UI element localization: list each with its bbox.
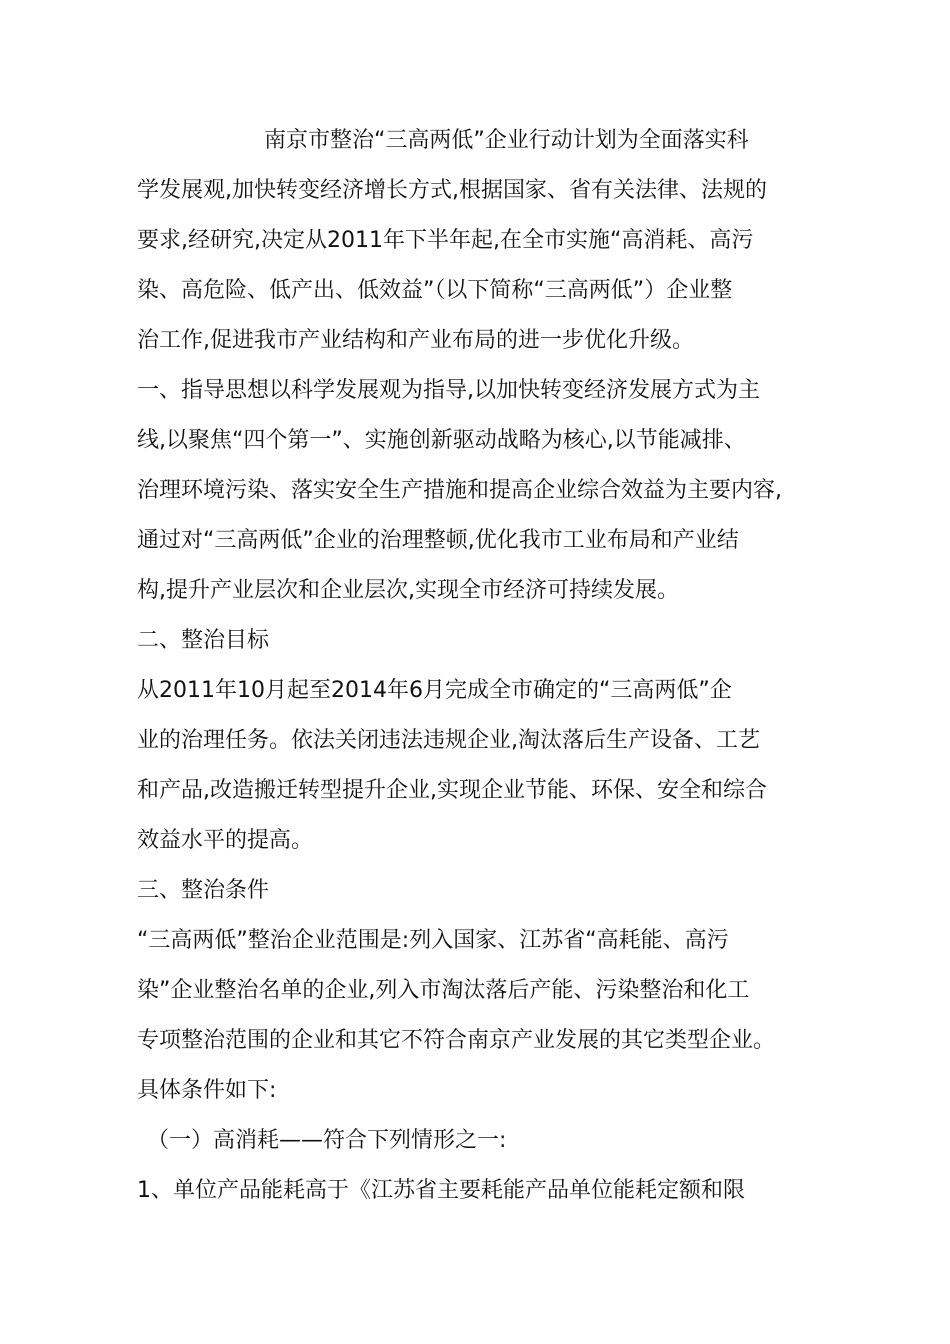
subsection-1-heading: （一）高消耗——符合下列情形之一:	[147, 1128, 507, 1153]
item-1-line-1: 1、单位产品能耗高于《江苏省主要耗能产品单位能耗定额和限	[137, 1178, 745, 1203]
section-1-line-5: 构,提升产业层次和企业层次,实现全市经济可持续发展。	[137, 578, 679, 603]
section-2-line-3: 和产品,改造搬迁转型提升企业,实现企业节能、环保、安全和综合	[137, 778, 767, 803]
section-3-line-3: 专项整治范围的企业和其它不符合南京产业发展的其它类型企业。	[137, 1028, 776, 1053]
section-1-line-2: 线,以聚焦“四个第一”、实施创新驱动战略为核心,以节能减排、	[137, 428, 746, 453]
section-2-line-1: 从2011年10月起至2014年6月完成全市确定的“三高两低”企	[137, 678, 732, 703]
section-3-line-2: 染”企业整治名单的企业,列入市淘汰落后产能、污染整治和化工	[137, 978, 750, 1003]
section-2-heading: 二、整治目标	[137, 628, 270, 653]
document-body	[137, 116, 817, 1216]
section-2-line-4: 效益水平的提高。	[137, 828, 314, 853]
section-3-line-4: 具体条件如下:	[137, 1078, 277, 1103]
intro-line-1: 南京市整治“三高两低”企业行动计划为全面落实科	[264, 128, 749, 153]
intro-line-5: 治工作,促进我市产业结构和产业布局的进一步优化升级。	[137, 328, 694, 353]
section-3-heading: 三、整治条件	[137, 878, 270, 903]
section-2-line-2: 业的治理任务。依法关闭违法违规企业,淘汰落后生产设备、工艺	[137, 728, 760, 753]
intro-line-2: 学发展观,加快转变经济增长方式,根据国家、省有关法律、法规的	[137, 178, 767, 203]
section-1-line-1: 一、指导思想以科学发展观为指导,以加快转变经济发展方式为主	[137, 378, 760, 403]
section-1-line-4: 通过对“三高两低”企业的治理整顿,优化我市工业布局和产业结	[137, 528, 739, 553]
section-1-line-3: 治理环境污染、落实安全生产措施和提高企业综合效益为主要内容,	[137, 478, 782, 503]
intro-line-3: 要求,经研究,决定从2011年下半年起,在全市实施“高消耗、高污	[137, 228, 754, 253]
intro-line-4: 染、高危险、低产出、低效益”（以下简称“三高两低”）企业整	[137, 278, 733, 303]
section-3-line-1: “三高两低”整治企业范围是:列入国家、江苏省“高耗能、高污	[137, 928, 729, 953]
